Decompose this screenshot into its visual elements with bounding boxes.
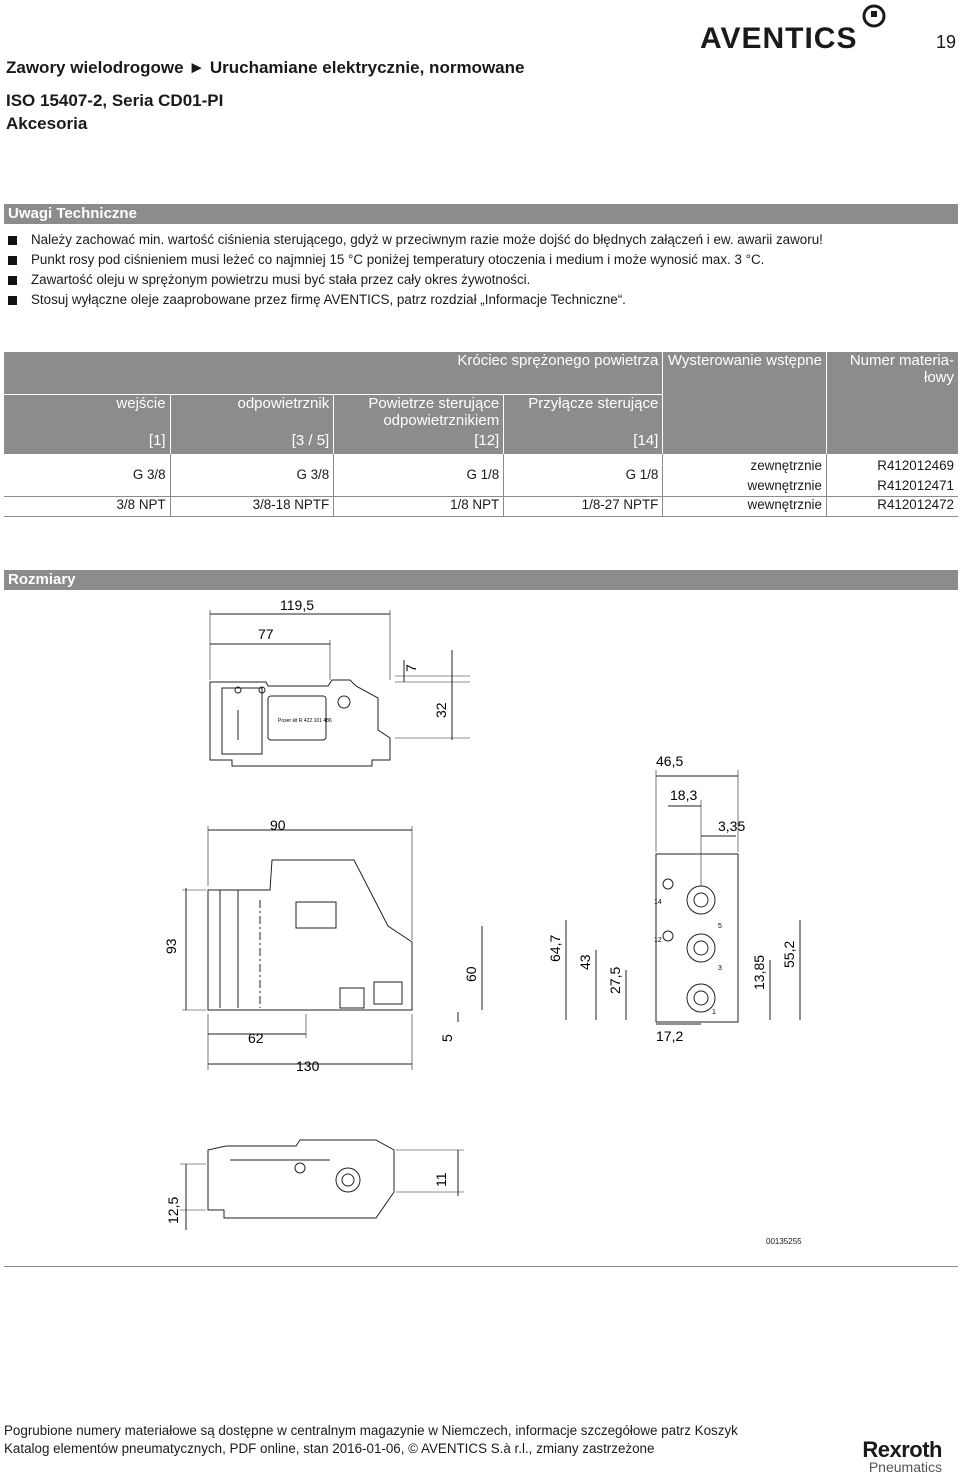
dim-55-2: 55,2 xyxy=(781,940,797,968)
dim-43: 43 xyxy=(577,954,593,970)
header-exhaust: odpowietrznik xyxy=(170,394,334,432)
cell-part-number: R412012472 xyxy=(826,496,958,516)
dim-46-5: 46,5 xyxy=(656,753,684,769)
cell-pilot-port: G 1/8 xyxy=(504,454,663,496)
document-title: Zawory wielodrogowe ► Uruchamiane elektrycznie, normowane xyxy=(6,58,525,77)
dimensions-heading: Rozmiary xyxy=(4,570,958,590)
dim-13-85: 13,85 xyxy=(751,954,767,990)
footer-catalog: Katalog elementów pneumatycznych, PDF online, stan 2016-01-06, © AVENTICS S.à r.l., zmiany zastrzeżone xyxy=(4,1441,655,1456)
header-part: Numer materia- łowy xyxy=(826,352,958,454)
dim-90: 90 xyxy=(270,817,286,833)
port-label-3: 3 xyxy=(718,965,722,972)
cell-pilot-air: 1/8 NPT xyxy=(334,496,504,516)
notes-heading: Uwagi Techniczne xyxy=(4,204,958,224)
header-pilot-air: Powietrze sterujące odpowietrznikiem xyxy=(334,394,504,432)
note-item: Zawartość oleju w sprężonym powietrzu musi być stała przez cały okres żywotności. xyxy=(8,270,823,290)
dim-77: 77 xyxy=(258,626,274,642)
page-number: 19 xyxy=(935,32,956,52)
dim-32: 32 xyxy=(433,702,449,718)
dim-93: 93 xyxy=(163,938,179,954)
cell-inlet: 3/8 NPT xyxy=(4,496,170,516)
dim-119-5: 119,5 xyxy=(280,597,314,613)
cell-inlet: G 3/8 xyxy=(132,467,166,483)
dim-17-2: 17,2 xyxy=(656,1028,684,1044)
rexroth-subtitle: Pneumatics xyxy=(868,1459,942,1475)
dim-27-5: 27,5 xyxy=(607,966,623,994)
cell-pilot: wewnętrznie xyxy=(663,496,827,516)
drawing-number: 00135255 xyxy=(766,1237,802,1246)
aventics-logo xyxy=(700,2,890,57)
cell-part-number: R412012471 xyxy=(826,474,958,496)
cell-exhaust: G 3/8 xyxy=(170,454,334,496)
dim-12-5: 12,5 xyxy=(165,1196,181,1224)
note-item: Stosuj wyłączne oleje zaaprobowane przez firmę AVENTICS, patrz rozdział „Informacje Techniczne“. xyxy=(8,290,823,310)
dim-60: 60 xyxy=(463,966,479,982)
rexroth-logo: Rexroth xyxy=(862,1437,942,1462)
dim-62: 62 xyxy=(248,1030,264,1046)
port-label-12: 12 xyxy=(654,937,662,944)
dimension-drawing xyxy=(0,590,960,1270)
ordering-table xyxy=(4,352,958,517)
port-3-5: [3 / 5] xyxy=(170,432,334,454)
group-header: Króciec sprężonego powietrza xyxy=(4,352,663,394)
divider xyxy=(4,1266,958,1267)
cell-part-number: R412012469 xyxy=(826,454,958,474)
dim-5: 5 xyxy=(439,1034,455,1042)
cell-exhaust: 3/8-18 NPTF xyxy=(170,496,334,516)
dim-3-35: 3,35 xyxy=(718,818,746,834)
note-item: Punkt rosy pod ciśnieniem musi leżeć co najmniej 15 °C poniżej temperatury otoczenia i medium i może wynosić max. 3 °C. xyxy=(8,250,823,270)
cell-pilot-air: G 1/8 xyxy=(334,454,504,496)
dim-64-7: 64,7 xyxy=(547,934,563,962)
note-item: Należy zachować min. wartość ciśnienia sterującego, gdyż w przeciwnym razie może dojść do błędnych załączeń i ew. awarii zaworu! xyxy=(8,230,823,250)
port-label-14: 14 xyxy=(654,899,662,906)
logo-text: AVENTICS xyxy=(700,22,858,52)
port-label-1: 1 xyxy=(712,1009,716,1016)
footer-note: Pogrubione numery materiałowe są dostępne w centralnym magazynie w Niemczech, informacje szczegółowe patrz Koszyk xyxy=(4,1423,738,1438)
cell-pilot: wewnętrznie xyxy=(663,474,827,496)
dim-11: 11 xyxy=(433,1172,449,1187)
bullet-icon xyxy=(8,296,17,305)
bullet-icon xyxy=(8,256,17,265)
header-inlet: wejście xyxy=(116,394,166,412)
series-title: ISO 15407-2, Seria CD01-PI xyxy=(6,91,224,110)
cell-pilot: zewnętrznie xyxy=(663,454,827,474)
header-pilot-port: Przyłącze sterujące xyxy=(504,394,663,432)
cell-pilot-port: 1/8-27 NPTF xyxy=(504,496,663,516)
header-pilot: Wysterowanie wstępne xyxy=(663,352,827,454)
bullet-icon xyxy=(8,276,17,285)
port-label-5: 5 xyxy=(718,923,722,930)
bullet-icon xyxy=(8,236,17,245)
technical-notes xyxy=(8,230,823,310)
part-label: Poser kit R 422 101 486 xyxy=(278,718,332,724)
port-1: [1] xyxy=(148,432,166,449)
port-14: [14] xyxy=(504,432,663,454)
dim-7: 7 xyxy=(403,664,419,672)
port-12: [12] xyxy=(334,432,504,454)
dim-130: 130 xyxy=(296,1058,320,1074)
dim-18-3: 18,3 xyxy=(670,787,698,803)
section-title: Akcesoria xyxy=(6,114,88,133)
